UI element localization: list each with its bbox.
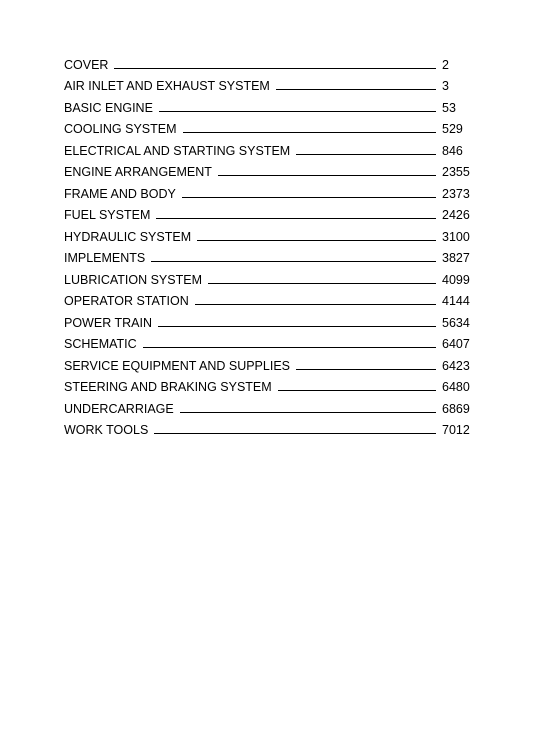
toc-entry-title: SCHEMATIC [64, 337, 137, 351]
toc-entry-page: 846 [442, 143, 463, 158]
toc-entry-page: 4099 [442, 272, 470, 287]
toc-entry-hydraulic-system[interactable] [64, 222, 474, 244]
toc-entry-title: SERVICE EQUIPMENT AND SUPPLIES [64, 358, 290, 373]
toc-entry-title: POWER TRAIN [64, 315, 152, 330]
toc-leader-line [278, 390, 436, 391]
toc-entry-page: 4144 [442, 294, 470, 308]
toc-leader-line [151, 261, 436, 262]
toc-entry-basic-engine[interactable] [64, 93, 474, 115]
toc-entry-title: WORK TOOLS [64, 423, 149, 437]
toc-entry-steering-and-braking-system[interactable] [64, 373, 474, 395]
toc-entry-page: 2 [442, 57, 449, 72]
toc-leader-line [182, 197, 436, 198]
toc-entry-engine-arrangement[interactable] [64, 158, 474, 180]
toc-entry-title: OPERATOR STATION [64, 294, 189, 308]
toc-leader-line [154, 433, 436, 434]
toc-leader-line [183, 132, 436, 133]
toc-leader-line [158, 326, 436, 327]
toc-leader-line [159, 111, 436, 112]
toc-entry-page: 2426 [442, 208, 470, 222]
toc-entry-title: ENGINE ARRANGEMENT [64, 165, 212, 179]
toc-leader-line [195, 304, 436, 305]
toc-leader-line [296, 154, 436, 155]
toc-entry-title: LUBRICATION SYSTEM [64, 272, 202, 287]
toc-entry-implements[interactable] [64, 244, 474, 266]
toc-entry-title: AIR INLET AND EXHAUST SYSTEM [64, 79, 270, 93]
toc-entry-page: 7012 [442, 423, 470, 437]
toc-leader-line [156, 218, 436, 219]
toc-entry-page: 5634 [442, 315, 470, 330]
toc-entry-cooling-system[interactable] [64, 115, 474, 137]
toc-entry-page: 3100 [442, 229, 470, 244]
toc-entry-page: 6423 [442, 358, 470, 373]
toc-entry-lubrication-system[interactable] [64, 265, 474, 287]
toc-leader-line [276, 89, 436, 90]
toc-entry-fuel-system[interactable] [64, 201, 474, 223]
toc-entry-page: 3 [442, 79, 449, 93]
toc-entry-operator-station[interactable] [64, 287, 474, 309]
toc-entry-schematic[interactable] [64, 330, 474, 352]
toc-leader-line [114, 68, 436, 69]
toc-entry-page: 529 [442, 122, 463, 136]
toc-entry-cover[interactable] [64, 50, 474, 72]
toc-entry-title: UNDERCARRIAGE [64, 401, 174, 416]
table-of-contents [64, 50, 474, 437]
toc-entry-page: 6869 [442, 401, 470, 416]
toc-entry-frame-and-body[interactable] [64, 179, 474, 201]
toc-entry-power-train[interactable] [64, 308, 474, 330]
toc-entry-title: FUEL SYSTEM [64, 208, 151, 222]
toc-entry-page: 6480 [442, 380, 470, 394]
toc-entry-page: 3827 [442, 251, 470, 265]
toc-entry-title: FRAME AND BODY [64, 186, 176, 201]
toc-leader-line [296, 369, 436, 370]
toc-entry-title: COOLING SYSTEM [64, 122, 177, 136]
toc-leader-line [208, 283, 436, 284]
toc-entry-air-inlet-and-exhaust-system[interactable] [64, 72, 474, 94]
toc-entry-title: IMPLEMENTS [64, 251, 146, 265]
toc-leader-line [180, 412, 436, 413]
toc-entry-page: 2355 [442, 165, 470, 179]
toc-entry-page: 6407 [442, 337, 470, 351]
toc-entry-title: ELECTRICAL AND STARTING SYSTEM [64, 143, 291, 158]
toc-leader-line [197, 240, 436, 241]
toc-entry-page: 53 [442, 100, 456, 115]
toc-entry-title: STEERING AND BRAKING SYSTEM [64, 380, 272, 394]
toc-leader-line [218, 175, 436, 176]
toc-entry-electrical-and-starting-system[interactable] [64, 136, 474, 158]
toc-leader-line [143, 347, 436, 348]
toc-entry-title: BASIC ENGINE [64, 100, 153, 115]
toc-entry-page: 2373 [442, 186, 470, 201]
toc-entry-undercarriage[interactable] [64, 394, 474, 416]
toc-entry-service-equipment-and-supplies[interactable] [64, 351, 474, 373]
toc-entry-work-tools[interactable] [64, 416, 474, 438]
toc-entry-title: HYDRAULIC SYSTEM [64, 229, 192, 244]
toc-entry-title: COVER [64, 57, 109, 72]
